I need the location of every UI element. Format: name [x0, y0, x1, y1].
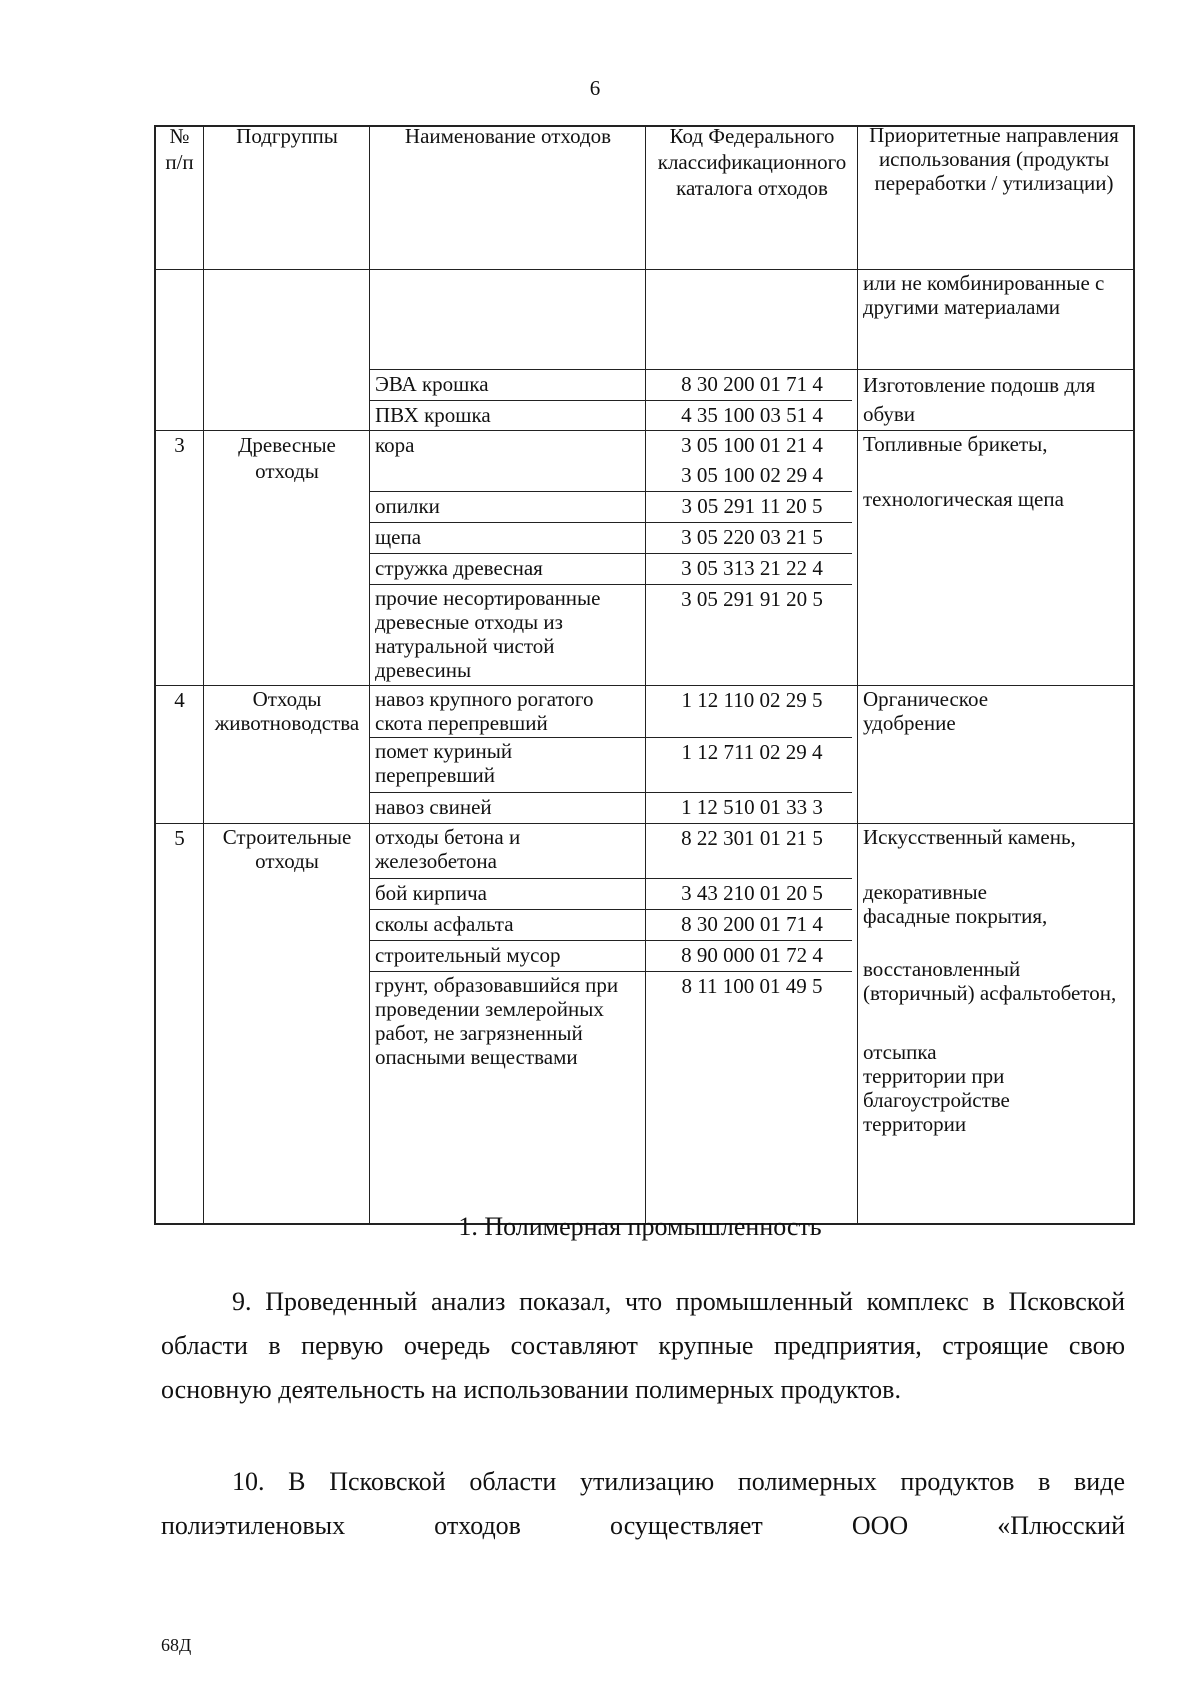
waste-name-pig-manure: навоз свиней	[375, 795, 492, 819]
code-chicken-manure: 1 12 711 02 29 4	[681, 740, 823, 764]
paragraph-9-text: 9. Проведенный анализ показал, что промышленный комплекс в Псковской области в первую очередь составляют крупные предприятия, строящие свою основную деятельность на использовании полимерных продуктов.	[161, 1287, 1125, 1404]
priority-facade-coverings: декоративные фасадные покрытия,	[863, 880, 1048, 928]
waste-name-eva: ЭВА крошка	[375, 372, 489, 396]
code-other-wood: 3 05 291 91 20 5	[681, 587, 823, 611]
waste-name-shavings: стружка древесная	[375, 556, 543, 580]
priority-shoe-soles: Изготовление подошв для обуви	[863, 373, 1096, 426]
waste-name-chicken-manure: помет куриный перепревший	[375, 739, 513, 787]
priority-organic-fertilizer: Органическое удобрение	[863, 687, 989, 735]
header-waste-name: Наименование отходов	[404, 124, 612, 148]
group-4-number: 4	[174, 688, 185, 712]
priority-fuel-briquettes: Топливные брикеты,	[863, 432, 1048, 456]
group-3-number: 3	[174, 433, 185, 457]
code-wood-chips: 3 05 220 03 21 5	[681, 525, 823, 549]
group-5-number: 5	[174, 826, 185, 850]
code-asphalt: 8 30 200 01 71 4	[681, 912, 823, 936]
code-construction-debris: 8 90 000 01 72 4	[681, 943, 823, 967]
code-bark-1: 3 05 100 01 21 4	[681, 433, 823, 457]
code-soil: 8 11 100 01 49 5	[681, 974, 823, 998]
header-subgroups: Подгруппы	[236, 124, 338, 148]
priority-technological-chips: технологическая щепа	[863, 487, 1064, 511]
body-paragraph-9	[161, 1280, 1125, 1412]
waste-name-sawdust: опилки	[375, 494, 440, 518]
header-number: № п/п	[165, 124, 194, 174]
waste-name-wood-chips: щепа	[375, 525, 422, 549]
priority-territory-backfill: отсыпка территории при благоустройстве территории	[863, 1040, 1010, 1136]
footer-code: 68Д	[161, 1635, 192, 1655]
priority-continuation: или не комбинированные с другими материалами	[863, 271, 1105, 319]
code-bark-2: 3 05 100 02 29 4	[681, 463, 823, 487]
code-concrete: 8 22 301 01 21 5	[681, 826, 823, 850]
waste-name-brick: бой кирпича	[375, 881, 487, 905]
code-cattle-manure: 1 12 110 02 29 5	[681, 688, 823, 712]
waste-name-asphalt: сколы асфальта	[375, 912, 514, 936]
group-5-subgroup: Строительные отходы	[222, 825, 352, 873]
waste-name-pvc: ПВХ крошка	[375, 403, 491, 427]
waste-name-soil: грунт, образовавшийся при проведении землеройных работ, не загрязненный опасными веществами	[375, 973, 619, 1069]
header-priority-directions: Приоритетные направления использования (продукты переработки / утилизации)	[869, 123, 1119, 195]
group-4-subgroup: Отходы животноводства	[214, 687, 360, 735]
code-brick: 3 43 210 01 20 5	[681, 881, 823, 905]
waste-name-concrete: отходы бетона и железобетона	[375, 825, 521, 873]
code-eva: 8 30 200 01 71 4	[681, 372, 823, 396]
section-heading: 1. Полимерная промышленность	[458, 1212, 822, 1241]
body-paragraph-10	[161, 1460, 1125, 1548]
waste-name-other-wood: прочие несортированные древесные отходы из натуральной чистой древесины	[375, 586, 601, 682]
code-pvc: 4 35 100 03 51 4	[681, 403, 823, 427]
page-number: 6	[589, 76, 601, 100]
paragraph-10-text: 10. В Псковской области утилизацию полимерных продуктов в виде полиэтиленовых отходов осуществляет ООО «Плюсский	[161, 1467, 1125, 1540]
priority-recycled-asphalt: восстановленный (вторичный) асфальтобетон,	[863, 957, 1117, 1005]
priority-artificial-stone: Искусственный камень,	[863, 825, 1076, 849]
waste-name-bark: кора	[375, 433, 415, 457]
group-3-subgroup: Древесные отходы	[238, 433, 336, 483]
code-shavings: 3 05 313 21 22 4	[681, 556, 823, 580]
code-sawdust: 3 05 291 11 20 5	[681, 494, 823, 518]
waste-name-cattle-manure: навоз крупного рогатого скота перепревший	[375, 687, 594, 735]
header-fkko-code: Код Федерального классификационного каталога отходов	[657, 124, 847, 200]
waste-name-construction-debris: строительный мусор	[375, 943, 561, 967]
code-pig-manure: 1 12 510 01 33 3	[681, 795, 823, 819]
waste-table	[154, 125, 1135, 1225]
